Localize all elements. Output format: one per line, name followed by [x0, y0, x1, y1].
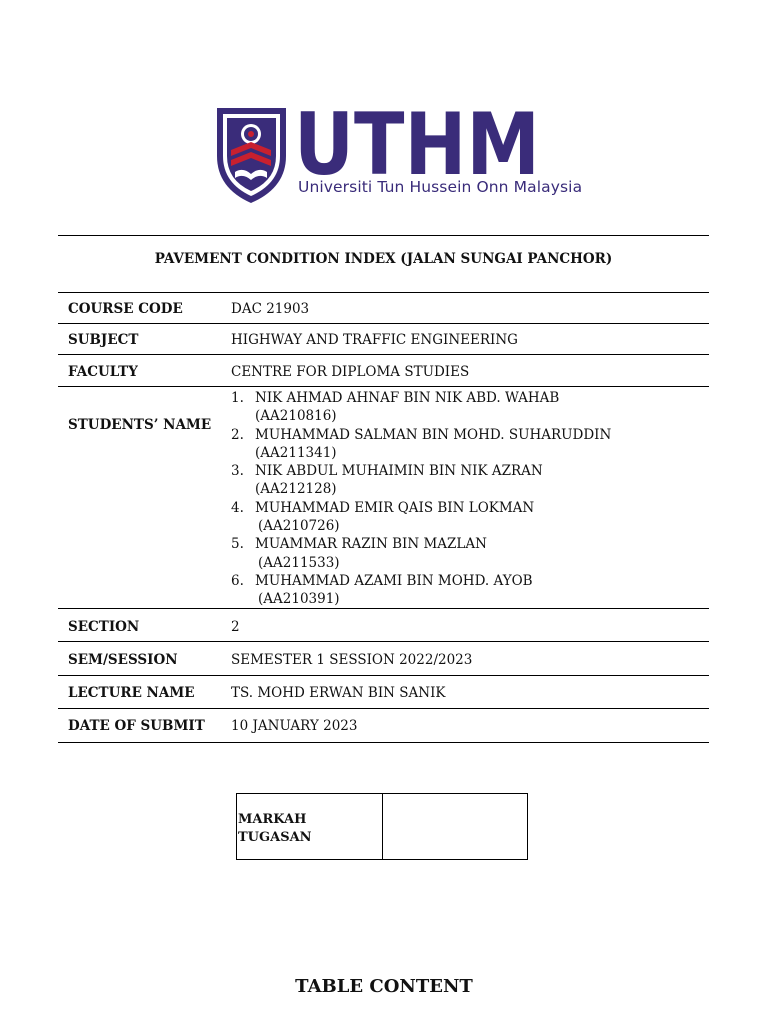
student-name: MUHAMMAD AZAMI BIN MOHD. AYOB	[255, 573, 533, 589]
uthm-logo	[214, 104, 583, 206]
lecture-name-value: TS. MOHD ERWAN BIN SANIK	[231, 685, 446, 701]
student-number: 6.	[231, 573, 244, 589]
faculty-value: CENTRE FOR DIPLOMA STUDIES	[231, 364, 470, 380]
marks-label-line2: TUGASAN	[238, 830, 312, 845]
faculty-label: FACULTY	[68, 364, 138, 380]
student-name: NIK ABDUL MUHAIMIN BIN NIK AZRAN	[255, 463, 543, 479]
student-name: NIK AHMAD AHNAF BIN NIK ABD. WAHAB	[255, 390, 560, 406]
rule	[58, 675, 709, 676]
sem-session-value: SEMESTER 1 SESSION 2022/2023	[231, 652, 473, 668]
students-label: STUDENTS’ NAME	[68, 417, 212, 433]
marks-value-cell[interactable]	[384, 794, 527, 859]
student-id: (AA211341)	[255, 445, 337, 461]
rule-top	[58, 235, 709, 236]
student-name: MUAMMAR RAZIN BIN MAZLAN	[255, 536, 487, 552]
uthm-wordmark: UTHM	[294, 104, 540, 195]
student-id: (AA210816)	[255, 408, 337, 424]
student-id: (AA210726)	[258, 518, 340, 534]
rule	[58, 708, 709, 709]
rule	[58, 292, 709, 293]
marks-label	[238, 811, 312, 847]
rule	[58, 608, 709, 609]
section-value: 2	[231, 619, 240, 635]
subject-label: SUBJECT	[68, 332, 139, 348]
student-number: 2.	[231, 427, 244, 443]
section-label: SECTION	[68, 619, 140, 635]
student-number: 1.	[231, 390, 244, 406]
table-content-heading: TABLE CONTENT	[295, 976, 473, 997]
student-number: 3.	[231, 463, 244, 479]
subject-value: HIGHWAY AND TRAFFIC ENGINEERING	[231, 332, 518, 348]
marks-label-line1: MARKAH	[238, 812, 307, 827]
course-code-value: DAC 21903	[231, 301, 310, 317]
document-title: PAVEMENT CONDITION INDEX (JALAN SUNGAI PANCHOR)	[154, 251, 613, 267]
sem-session-label: SEM/SESSION	[68, 652, 178, 668]
rule-bottom	[58, 742, 709, 743]
student-number: 5.	[231, 536, 244, 552]
student-name: MUHAMMAD EMIR QAIS BIN LOKMAN	[255, 500, 535, 516]
student-id: (AA212128)	[255, 481, 337, 497]
course-code-label: COURSE CODE	[68, 301, 183, 317]
rule	[58, 323, 709, 324]
student-number: 4.	[231, 500, 244, 516]
lecture-name-label: LECTURE NAME	[68, 685, 195, 701]
marks-box	[236, 793, 528, 860]
student-name: MUHAMMAD SALMAN BIN MOHD. SUHARUDDIN	[255, 427, 612, 443]
university-name: Universiti Tun Hussein Onn Malaysia	[298, 178, 583, 196]
student-id: (AA210391)	[258, 591, 340, 607]
student-id: (AA211533)	[258, 555, 340, 571]
rule	[58, 386, 709, 387]
rule	[58, 641, 709, 642]
date-of-submit-label: DATE OF SUBMIT	[68, 718, 205, 734]
date-of-submit-value: 10 JANUARY 2023	[231, 718, 358, 734]
marks-divider	[382, 794, 383, 859]
rule	[58, 354, 709, 355]
